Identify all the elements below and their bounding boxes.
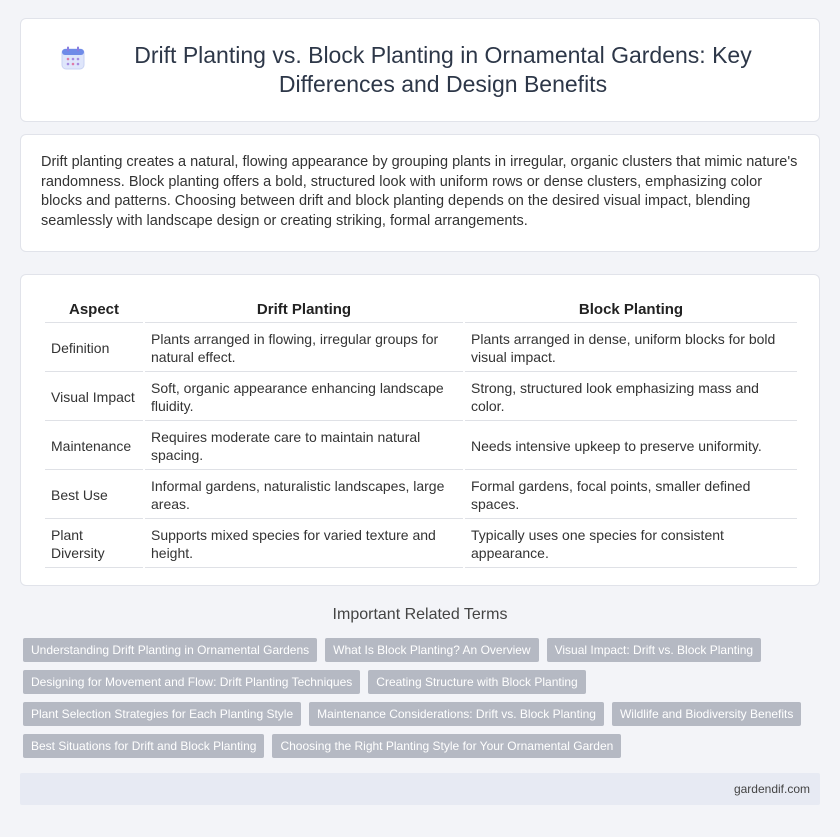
- row-aspect: Plant Diversity: [45, 521, 143, 568]
- comparison-card: [20, 274, 820, 586]
- row-block: Plants arranged in dense, uniform blocks for bold visual impact.: [465, 325, 797, 372]
- page-title: Drift Planting vs. Block Planting in Ornamental Gardens: Key Differences and Design Benefits: [134, 42, 752, 97]
- header-card: [20, 18, 820, 122]
- row-aspect: Definition: [45, 325, 143, 372]
- footer: [20, 773, 820, 805]
- row-drift: Plants arranged in flowing, irregular groups for natural effect.: [145, 325, 463, 372]
- row-drift: Requires moderate care to maintain natural spacing.: [145, 423, 463, 470]
- table-row: [45, 472, 797, 519]
- row-block: Strong, structured look emphasizing mass and color.: [465, 374, 797, 421]
- related-tag[interactable]: What Is Block Planting? An Overview: [325, 638, 538, 662]
- row-drift: Informal gardens, naturalistic landscapes, large areas.: [145, 472, 463, 519]
- row-drift: Soft, organic appearance enhancing landscape fluidity.: [145, 374, 463, 421]
- table-header-row: [45, 297, 797, 323]
- related-tag[interactable]: Maintenance Considerations: Drift vs. Block Planting: [309, 702, 604, 726]
- related-tag[interactable]: Understanding Drift Planting in Ornamental Gardens: [23, 638, 317, 662]
- related-tag[interactable]: Visual Impact: Drift vs. Block Planting: [547, 638, 762, 662]
- table-row: [45, 374, 797, 421]
- tag-row: [23, 734, 823, 758]
- related-terms-tags: [23, 638, 823, 766]
- table-row: [45, 423, 797, 470]
- header-drift: Drift Planting: [145, 297, 463, 323]
- table-row: [45, 325, 797, 372]
- table-row: [45, 521, 797, 568]
- header-aspect: Aspect: [45, 297, 143, 323]
- related-tag[interactable]: Plant Selection Strategies for Each Planting Style: [23, 702, 301, 726]
- related-tag[interactable]: Designing for Movement and Flow: Drift Planting Techniques: [23, 670, 360, 694]
- tag-row: [23, 702, 823, 726]
- related-terms-title: Important Related Terms: [332, 606, 508, 623]
- row-block: Formal gardens, focal points, smaller defined spaces.: [465, 472, 797, 519]
- related-tag[interactable]: Creating Structure with Block Planting: [368, 670, 585, 694]
- row-drift: Supports mixed species for varied texture and height.: [145, 521, 463, 568]
- related-tag[interactable]: Wildlife and Biodiversity Benefits: [612, 702, 801, 726]
- related-tag[interactable]: Best Situations for Drift and Block Planting: [23, 734, 264, 758]
- row-aspect: Visual Impact: [45, 374, 143, 421]
- row-aspect: Maintenance: [45, 423, 143, 470]
- header-block: Block Planting: [465, 297, 797, 323]
- row-block: Needs intensive upkeep to preserve uniformity.: [465, 423, 797, 470]
- row-block: Typically uses one species for consistent appearance.: [465, 521, 797, 568]
- tag-row: [23, 670, 823, 694]
- related-tag[interactable]: Choosing the Right Planting Style for Your Ornamental Garden: [272, 734, 621, 758]
- row-aspect: Best Use: [45, 472, 143, 519]
- intro-card: [20, 134, 820, 252]
- tag-row: [23, 638, 823, 662]
- comparison-table: [43, 295, 799, 570]
- intro-paragraph: Drift planting creates a natural, flowing appearance by grouping plants in irregular, organic clusters that mimic nature's randomness. Block planting offers a bold, structured look with uniform rows or dense clusters, emphasizing color blocks and patterns. Choosing between drift and block planting depends on the desired visual impact, blending seamlessly with landscape design or creating striking, formal arrangements.: [41, 154, 798, 229]
- calendar-icon: [60, 45, 86, 71]
- footer-site-link[interactable]: gardendif.com: [733, 782, 810, 796]
